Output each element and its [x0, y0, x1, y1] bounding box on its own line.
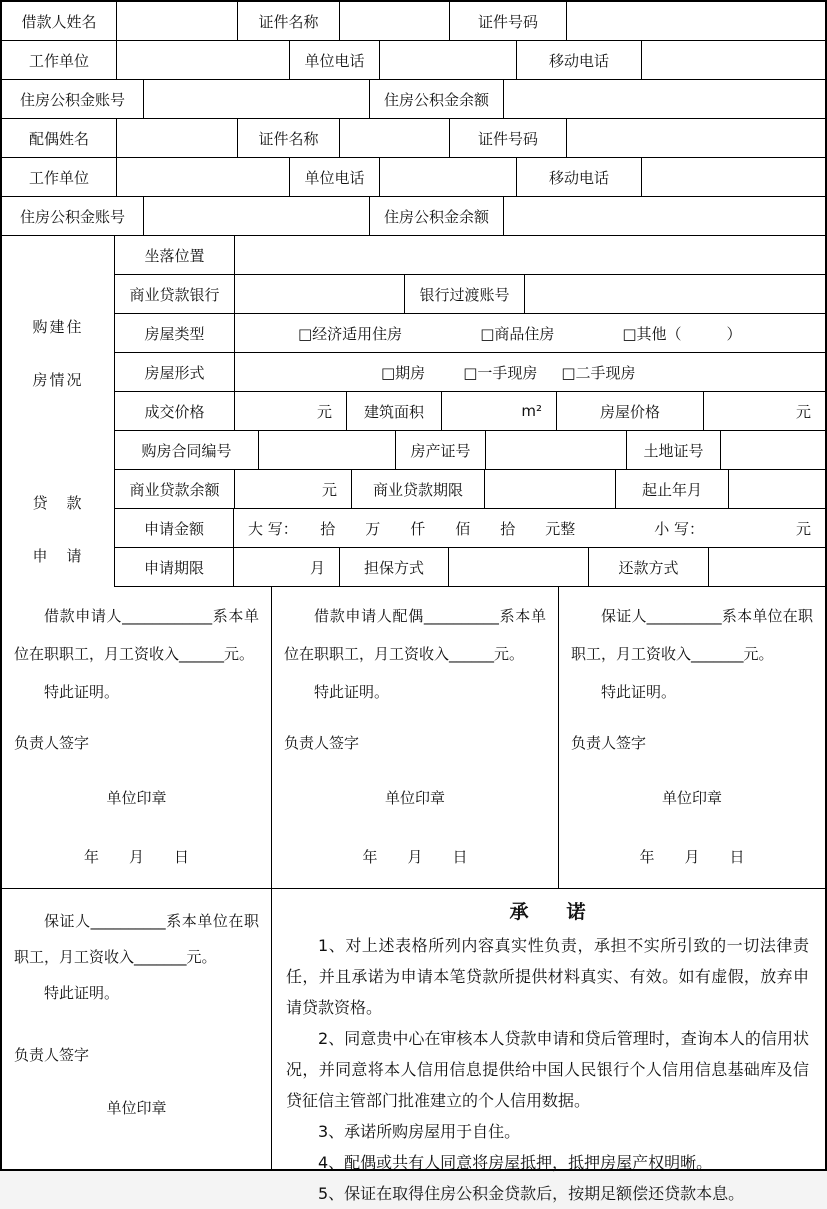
borrower-fund-row: [2, 80, 825, 119]
housing-bank-row: [115, 275, 825, 314]
cert-body-text: 保证人__________系本单位在职职工，月工资收入_______元。: [14, 912, 259, 966]
start-end-date-input[interactable]: [729, 470, 825, 508]
amount-small-label: 小 写：: [654, 519, 704, 538]
other-housing-checkbox[interactable]: □其他（ ）: [622, 324, 742, 343]
responsible-sign-label[interactable]: 负责人签字: [14, 1046, 90, 1064]
apply-amount-input[interactable]: [234, 509, 825, 547]
unit-seal-label: 单位印章: [384, 789, 445, 807]
borrower-id-name-label: 证件名称: [238, 2, 340, 40]
spouse-work-row: [2, 158, 825, 197]
responsible-sign-label[interactable]: 负责人签字: [571, 734, 647, 752]
contract-no-input[interactable]: [259, 431, 396, 469]
date-fill-label[interactable]: 年 月 日: [639, 848, 745, 866]
cert-body-text: 保证人__________系本单位在职职工，月工资收入_______元。: [571, 607, 813, 663]
promise-title: 承 诺: [509, 901, 586, 923]
house-price-input[interactable]: [704, 392, 825, 430]
spouse-name-input[interactable]: [117, 119, 238, 157]
cert-body-text: 借款申请人配偶__________系本单位在职职工，月工资收入______元。: [284, 607, 546, 663]
deal-price-unit: 元: [316, 402, 332, 421]
spouse-unit-phone-label: 单位电话: [290, 158, 380, 196]
housing-bank-label: 商业贷款银行: [115, 275, 235, 313]
amount-caps-text: 大 写： 拾 万 仟 佰 拾 元整: [248, 519, 576, 538]
spouse-work-unit-label: 工作单位: [2, 158, 117, 196]
presale-housing-checkbox[interactable]: □期房: [381, 363, 426, 382]
housing-section-label-line2: 房情况: [32, 371, 84, 389]
spouse-fund-balance-input[interactable]: [504, 197, 825, 235]
housing-location-row: [115, 236, 825, 275]
housing-form-options: [235, 353, 825, 391]
cert-attest-text: 特此证明。: [44, 984, 120, 1002]
loan-balance-row: [115, 470, 825, 509]
loan-section-label: [2, 470, 115, 587]
secondhand-housing-checkbox[interactable]: □二手现房: [561, 363, 636, 382]
commercial-balance-unit: 元: [321, 480, 337, 499]
spouse-id-no-input[interactable]: [567, 119, 825, 157]
cert-attest-text: 特此证明。: [314, 683, 390, 701]
apply-amount-label: 申请金额: [115, 509, 234, 547]
building-area-input[interactable]: [442, 392, 557, 430]
spouse-employment-cert: [272, 587, 559, 888]
housing-section-label-line1: 购建住: [32, 318, 84, 336]
guarantor-employment-cert: [559, 587, 825, 888]
spouse-fund-account-label: 住房公积金账号: [2, 197, 144, 235]
borrower-work-unit-input[interactable]: [117, 41, 290, 79]
spouse-name-label: 配偶姓名: [2, 119, 117, 157]
spouse-mobile-input[interactable]: [642, 158, 825, 196]
housing-form-row: [115, 353, 825, 392]
borrower-mobile-label: 移动电话: [517, 41, 642, 79]
borrower-fund-balance-label: 住房公积金余额: [370, 80, 504, 118]
repayment-label: 还款方式: [589, 548, 709, 586]
loan-amount-row: [115, 509, 825, 548]
spouse-mobile-label: 移动电话: [517, 158, 642, 196]
date-fill-label[interactable]: 年 月 日: [83, 848, 189, 866]
promise-item-4: 4、配偶或共有人同意将房屋抵押，抵押房屋产权明晰。: [318, 1153, 713, 1172]
loan-section-label-line1: 贷 款: [32, 493, 84, 512]
house-price-unit: 元: [795, 402, 811, 421]
responsible-sign-label[interactable]: 负责人签字: [14, 734, 90, 752]
loan-section: [2, 470, 825, 587]
land-cert-label: 土地证号: [627, 431, 721, 469]
borrower-work-row: [2, 41, 825, 80]
housing-type-options: [235, 314, 825, 352]
spouse-unit-phone-input[interactable]: [380, 158, 517, 196]
responsible-sign-label[interactable]: 负责人签字: [284, 734, 360, 752]
deal-price-input[interactable]: [235, 392, 347, 430]
housing-price-row: [115, 392, 825, 431]
borrower-unit-phone-input[interactable]: [380, 41, 517, 79]
spouse-fund-account-input[interactable]: [144, 197, 370, 235]
housing-transit-account-label: 银行过渡账号: [405, 275, 525, 313]
borrower-fund-account-input[interactable]: [144, 80, 370, 118]
housing-location-label: 坐落位置: [115, 236, 235, 274]
housing-bank-input[interactable]: [235, 275, 405, 313]
apply-term-input[interactable]: [234, 548, 340, 586]
spouse-fund-balance-label: 住房公积金余额: [370, 197, 504, 235]
land-cert-input[interactable]: [721, 431, 825, 469]
housing-type-label: 房屋类型: [115, 314, 235, 352]
spouse-id-no-label: 证件号码: [450, 119, 567, 157]
guarantee-input[interactable]: [449, 548, 589, 586]
housing-location-input[interactable]: [235, 236, 825, 274]
start-end-date-label: 起止年月: [616, 470, 729, 508]
borrower-id-no-input[interactable]: [567, 2, 825, 40]
property-cert-label: 房产证号: [396, 431, 486, 469]
guarantor2-employment-cert: [2, 889, 272, 1169]
borrower-name-label: 借款人姓名: [2, 2, 117, 40]
housing-section: [2, 236, 825, 470]
employment-cert-section: [2, 587, 825, 889]
housing-form-label: 房屋形式: [115, 353, 235, 391]
commercial-balance-label: 商业贷款余额: [115, 470, 235, 508]
building-area-unit: m²: [521, 402, 542, 420]
unit-seal-label: 单位印章: [106, 789, 167, 807]
cert-attest-text: 特此证明。: [44, 683, 120, 701]
commodity-housing-checkbox[interactable]: □商品住房: [480, 324, 555, 343]
date-fill-label[interactable]: 年 月 日: [362, 848, 468, 866]
commercial-balance-input[interactable]: [235, 470, 352, 508]
commercial-term-label: 商业贷款期限: [352, 470, 485, 508]
firsthand-housing-checkbox[interactable]: □一手现房: [463, 363, 538, 382]
borrower-id-name-input[interactable]: [340, 2, 450, 40]
unit-seal-label: 单位印章: [106, 1099, 167, 1117]
loan-section-label-line2: 申 请: [32, 546, 84, 565]
spouse-identity-row: [2, 119, 825, 158]
repayment-input[interactable]: [709, 548, 825, 586]
cert-body-text: 借款申请人____________系本单位在职职工，月工资收入______元。: [14, 607, 259, 663]
borrower-identity-row: [2, 2, 825, 41]
deal-price-label: 成交价格: [115, 392, 235, 430]
promise-item-5: 5、保证在取得住房公积金贷款后，按期足额偿还贷款本息。: [318, 1184, 745, 1203]
borrower-unit-phone-label: 单位电话: [290, 41, 380, 79]
bottom-section: [2, 889, 825, 1203]
economic-housing-checkbox[interactable]: □经济适用住房: [298, 324, 403, 343]
apply-term-label: 申请期限: [115, 548, 234, 586]
promise-item-3: 3、承诺所购房屋用于自住。: [318, 1122, 521, 1141]
building-area-label: 建筑面积: [347, 392, 442, 430]
commercial-term-input[interactable]: [485, 470, 616, 508]
amount-small-unit: 元: [795, 519, 811, 538]
borrower-fund-account-label: 住房公积金账号: [2, 80, 144, 118]
borrower-fund-balance-input[interactable]: [504, 80, 825, 118]
promise-item-2: 2、同意贵中心在审核本人贷款申请和贷后管理时，查询本人的信用状况，并同意将本人信用信息提供给中国人民银行个人信用信息基础库及信贷征信主管部门批准建立的个人信用数据。: [286, 1029, 809, 1110]
spouse-fund-row: [2, 197, 825, 236]
housing-section-label: [2, 236, 115, 470]
borrower-work-unit-label: 工作单位: [2, 41, 117, 79]
guarantee-label: 担保方式: [340, 548, 449, 586]
unit-seal-label: 单位印章: [661, 789, 722, 807]
housing-type-row: [115, 314, 825, 353]
house-price-label: 房屋价格: [557, 392, 704, 430]
promise-block: [272, 889, 825, 1203]
borrower-id-no-label: 证件号码: [450, 2, 567, 40]
cert-attest-text: 特此证明。: [601, 683, 677, 701]
apply-term-unit: 月: [309, 558, 325, 577]
borrower-name-input[interactable]: [117, 2, 238, 40]
contract-no-label: 购房合同编号: [115, 431, 259, 469]
promise-item-1: 1、对上述表格所列内容真实性负责，承担不实所引致的一切法律责任，并且承诺为申请本笔贷款所提供材料真实、有效。如有虚假，放弃申请贷款资格。: [286, 936, 809, 1017]
spouse-id-name-label: 证件名称: [238, 119, 340, 157]
housing-transit-account-input[interactable]: [525, 275, 825, 313]
borrower-mobile-input[interactable]: [642, 41, 825, 79]
spouse-id-name-input[interactable]: [340, 119, 450, 157]
borrower-employment-cert: [2, 587, 272, 888]
loan-term-row: [115, 548, 825, 587]
housing-certificates-row: [115, 431, 825, 470]
property-cert-input[interactable]: [486, 431, 627, 469]
spouse-work-unit-input[interactable]: [117, 158, 290, 196]
